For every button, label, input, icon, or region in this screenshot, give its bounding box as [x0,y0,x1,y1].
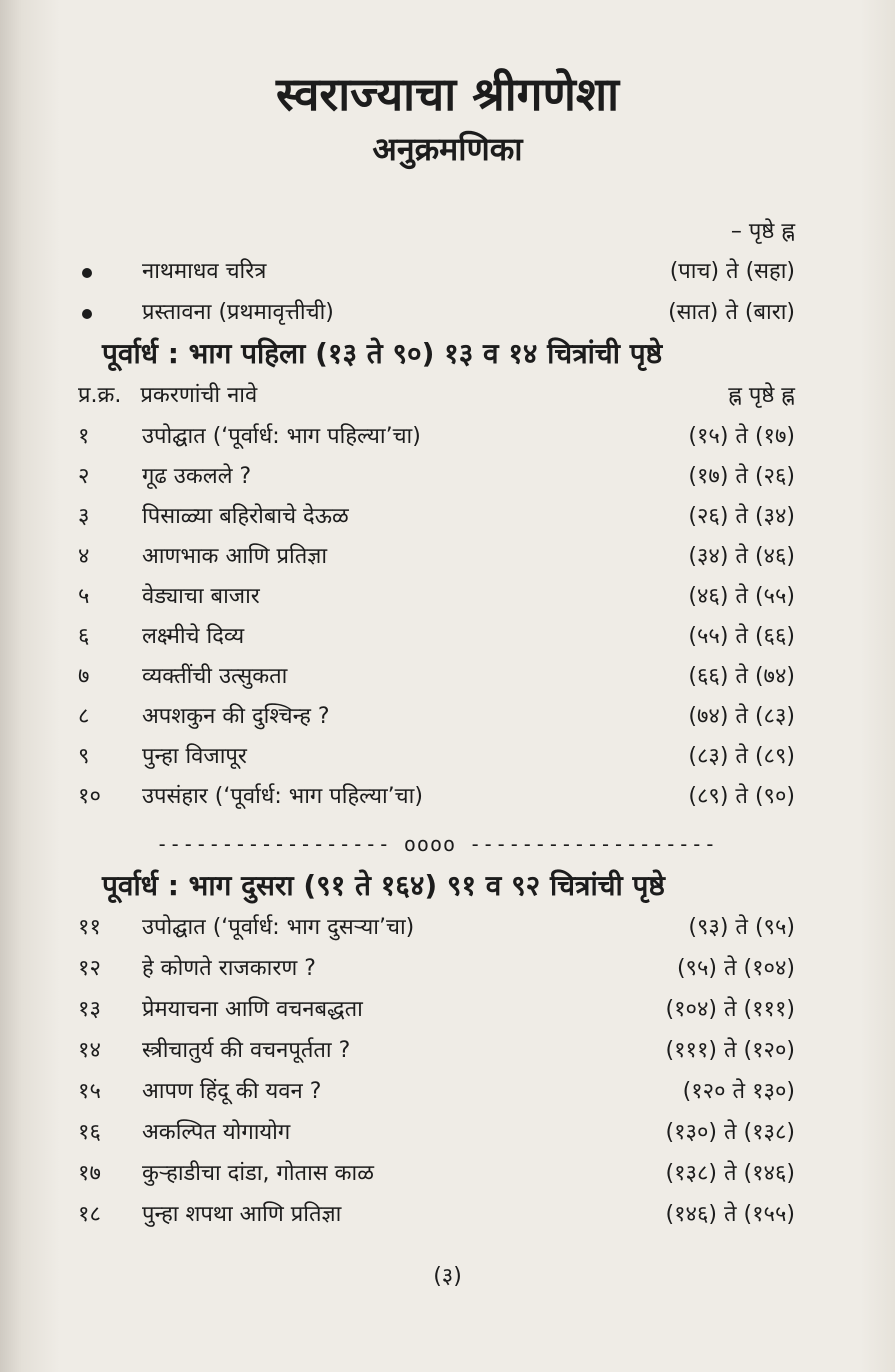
chapter-pages: (१३०) ते (१३८) [665,1120,795,1145]
chapter-title: उपसंहार (‘पूर्वार्ध: भाग पहिल्या’चा) [142,784,423,809]
chapter-number: १२ [78,956,101,981]
chapter-number: ५ [78,584,90,609]
book-title: स्वराज्याचा श्रीगणेशा [275,67,620,121]
column-header-pages: ह्न पृष्ठे ह्न [728,383,795,408]
chapter-number: १७ [78,1161,101,1186]
toc-row [78,1156,795,1192]
chapter-pages: (१५) ते (१७) [688,424,795,449]
intro-item-pages: (पाच) ते (सहा) [669,259,795,284]
chapter-pages: (३४) ते (४६) [688,544,795,569]
chapter-title: आणभाक आणि प्रतिज्ञा [142,544,328,569]
chapter-pages: (८९) ते (९०) [688,784,795,809]
toc-row [78,739,795,775]
chapter-number: ४ [78,544,90,569]
toc-row [78,459,795,495]
chapter-title: प्रेमयाचना आणि वचनबद्धता [142,997,363,1022]
chapter-pages: (५५) ते (६६) [688,624,795,649]
toc-row [78,992,795,1028]
chapter-pages: (४६) ते (५५) [688,584,795,609]
chapter-pages: (८३) ते (८९) [688,744,795,769]
chapter-number: १ [78,424,90,449]
column-header-no-title [78,378,257,414]
chapter-title: गूढ उकलले ? [142,464,252,489]
chapter-pages: (१११) ते (१२०) [665,1038,795,1063]
toc-row [78,619,795,655]
chapter-title: उपोद्घात (‘पूर्वार्ध: भाग पहिल्या’चा) [142,424,421,449]
chapter-title: वेड्याचा बाजार [142,584,260,609]
toc-row [78,779,795,815]
chapter-number: ८ [78,704,90,729]
toc-row [78,419,795,455]
chapter-pages: (१७) ते (२६) [688,464,795,489]
bullet-icon [82,309,92,319]
toc-row [78,1033,795,1069]
chapter-number: २ [78,464,90,489]
section-divider: ------------------ oooo ------------------- [156,832,717,856]
intro-item-pages: (सात) ते (बारा) [668,300,795,325]
chapter-title: अपशकुन की दुश्चिन्ह ? [142,704,330,729]
chapter-title: व्यक्तींची उत्सुकता [142,664,288,689]
toc-row [78,951,795,987]
chapter-number: १३ [78,997,101,1022]
chapter-pages: (२६) ते (३४) [688,504,795,529]
chapter-pages: (९५) ते (१०४) [676,956,795,981]
chapter-number: ३ [78,504,90,529]
chapter-title: स्त्रीचातुर्य की वचनपूर्तता ? [142,1038,351,1063]
toc-row [78,1197,795,1233]
section-heading-part1: पूर्वार्ध : भाग पहिला (१३ ते ९०) १३ व १४ चित्रांची पृष्ठे [102,337,663,370]
chapter-pages: (१०४) ते (१११) [665,997,795,1022]
intro-item [78,295,795,331]
chapter-number: ७ [78,664,90,689]
toc-row [78,699,795,735]
toc-row [78,539,795,575]
intro-item-title: प्रस्तावना (प्रथमावृत्तीची) [142,300,334,325]
column-header [78,378,795,414]
chapter-number: ११ [78,915,101,940]
chapter-title: पुन्हा शपथा आणि प्रतिज्ञा [142,1202,342,1227]
chapter-pages: (९३) ते (९५) [688,915,795,940]
chapter-number: १० [78,784,101,809]
toc-row [78,659,795,695]
chapter-number: ९ [78,744,90,769]
pages-column-label: – पृष्ठे ह्न [730,219,795,244]
toc-row [78,579,795,615]
chapter-title: लक्ष्मीचे दिव्य [142,624,245,649]
chapter-title: आपण हिंदू की यवन ? [142,1079,322,1104]
chapter-pages: (७४) ते (८३) [688,704,795,729]
toc-row [78,499,795,535]
chapter-title: पुन्हा विजापूर [142,744,247,769]
index-heading: अनुक्रमणिका [372,130,523,168]
chapter-number: १६ [78,1120,101,1145]
chapter-pages: (१२० ते १३०) [682,1079,795,1104]
chapter-number: ६ [78,624,90,649]
toc-row [78,1115,795,1151]
chapter-number: १८ [78,1202,101,1227]
toc-row [78,1074,795,1110]
toc-row [78,910,795,946]
chapter-pages: (१३८) ते (१४६) [665,1161,795,1186]
chapter-pages: (६६) ते (७४) [688,664,795,689]
column-header-no: प्र.क्र. [78,383,122,408]
chapter-title: उपोद्घात (‘पूर्वार्ध: भाग दुसऱ्या’चा) [142,915,415,940]
bullet-icon [82,268,92,278]
chapter-number: १४ [78,1038,101,1063]
chapter-title: हे कोणते राजकारण ? [142,956,316,981]
page-number: (३) [433,1264,462,1289]
chapter-title: कुऱ्हाडीचा दांडा, गोतास काळ [142,1161,374,1186]
chapter-title: अकल्पित योगायोग [142,1120,291,1145]
chapter-title: पिसाळ्या बहिरोबाचे देऊळ [142,504,349,529]
chapter-number: १५ [78,1079,101,1104]
section-heading-part2: पूर्वार्ध : भाग दुसरा (९१ ते १६४) ९१ व ९२ चित्रांची पृष्ठे [102,869,665,902]
intro-item-title: नाथमाधव चरित्र [142,259,267,284]
chapter-pages: (१४६) ते (१५५) [665,1202,795,1227]
intro-item [78,254,795,290]
column-header-title: प्रकरणांची नावे [140,383,258,408]
